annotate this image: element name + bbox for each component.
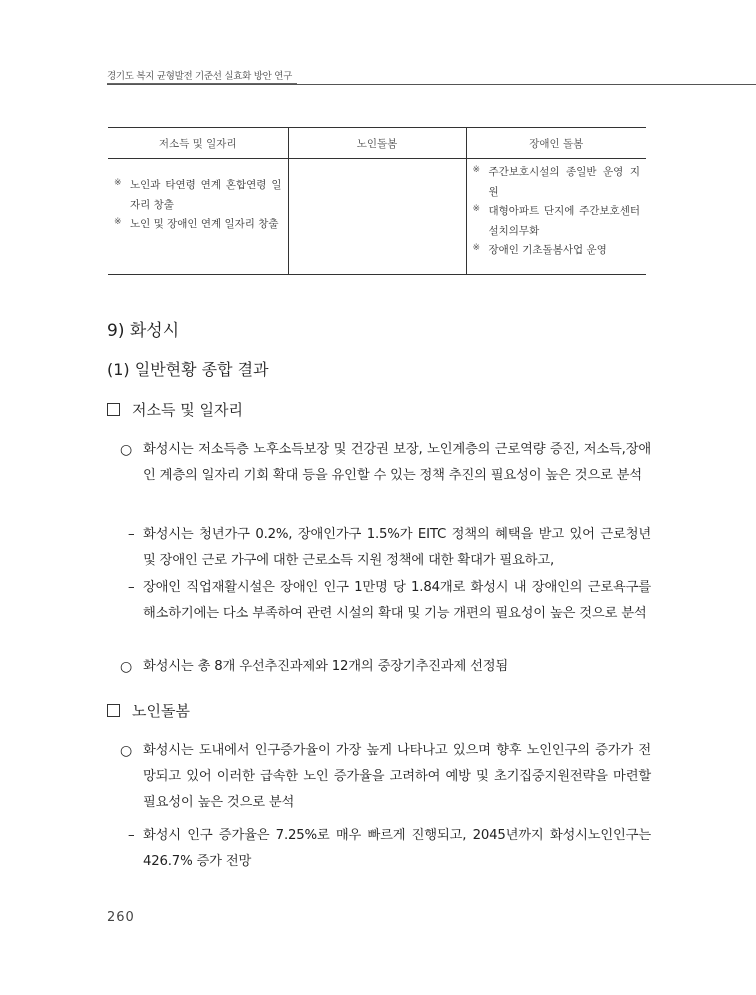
table-header-elderly-care: 노인돌봄 [288, 128, 466, 159]
circle-bullet-icon: ○ [120, 442, 133, 458]
table-cell-low-income [108, 159, 288, 275]
cell-list [473, 163, 641, 261]
dash-bullet-icon: – [128, 828, 135, 843]
note-marker: ※ [472, 204, 481, 214]
running-header: 경기도 복지 균형발전 기준선 실효화 방안 연구 [107, 71, 292, 82]
paragraph-text: 화성시는 청년가구 0.2%, 장애인가구 1.5%가 EITC 정책의 혜택을 받고 있어 근로청년 및 장애인 근로 가구에 대한 근로소득 지원 정책에 대한 확대가 필요하고, [143, 527, 651, 568]
subsection-title: (1) 일반현황 종합 결과 [107, 360, 269, 379]
paragraph-dash [128, 823, 651, 875]
paragraph-text: 화성시 인구 증가율은 7.25%로 매우 빠르게 진행되고, 2045년까지 화성시노인인구는 426.7% 증가 전망 [143, 828, 651, 869]
list-item [114, 176, 282, 215]
block-heading-elderly-care [107, 700, 190, 721]
list-item [473, 241, 641, 261]
note-marker: ※ [472, 165, 481, 175]
table-cell-elderly-care [288, 159, 466, 275]
header-rule [107, 84, 756, 85]
paragraph-dash [128, 575, 651, 627]
block-heading-low-income [107, 399, 243, 420]
cell-list [114, 176, 282, 235]
list-item-text: 장애인 기초돌봄사업 운영 [488, 244, 607, 256]
circle-bullet-icon: ○ [120, 743, 133, 759]
paragraph-circle [118, 654, 651, 680]
section-title: 9) 화성시 [107, 321, 180, 341]
list-item [473, 163, 641, 202]
list-item [473, 202, 641, 241]
list-item-text: 노인과 타연령 연계 혼합연령 일자리 창출 [130, 179, 282, 211]
dash-bullet-icon: – [128, 580, 135, 595]
table-header-disability-care: 장애인 돌봄 [466, 128, 646, 159]
note-marker: ※ [114, 217, 122, 227]
paragraph-text: 화성시는 도내에서 인구증가율이 가장 높게 나타나고 있으며 향후 노인인구의 증가가 전망되고 있어 이러한 급속한 노인 증가율을 고려하여 예방 및 초기집중지원전략을 마련할 필요성이 높은 것으로 분석 [143, 743, 651, 810]
list-item-text: 대형아파트 단지에 주간보호센터 설치의무화 [488, 205, 640, 237]
paragraph-circle [118, 437, 651, 489]
table-cell-disability-care [466, 159, 646, 275]
checkbox-square-icon [107, 704, 120, 717]
block-heading-text: 노인돌봄 [132, 702, 190, 720]
paragraph-dash [128, 522, 651, 574]
table-row [108, 159, 646, 275]
circle-bullet-icon: ○ [120, 659, 133, 675]
paragraph-circle [118, 738, 651, 816]
list-item [114, 215, 282, 235]
paragraph-text: 장애인 직업재활시설은 장애인 인구 1만명 당 1.84개로 화성시 내 장애인의 근로욕구를 해소하기에는 다소 부족하여 관련 시설의 확대 및 기능 개편의 필요성이 높은 것으로 분석 [143, 580, 651, 621]
note-marker: ※ [472, 243, 481, 253]
policy-table [108, 127, 646, 275]
checkbox-square-icon [107, 403, 120, 416]
paragraph-text: 화성시는 총 8개 우선추진과제와 12개의 중장기추진과제 선정됨 [143, 659, 509, 674]
note-marker: ※ [114, 178, 122, 188]
list-item-text: 주간보호시설의 종일반 운영 지원 [488, 166, 640, 198]
dash-bullet-icon: – [128, 527, 135, 542]
table-header-row [108, 128, 646, 159]
block-heading-text: 저소득 및 일자리 [132, 401, 243, 419]
page-number: 260 [107, 910, 135, 925]
paragraph-text: 화성시는 저소득층 노후소득보장 및 건강권 보장, 노인계층의 근로역량 증진, 저소득,장애인 계층의 일자리 기회 확대 등을 유인할 수 있는 정책 추진의 필요성이 높은 것으로 분석 [143, 442, 651, 483]
list-item-text: 노인 및 장애인 연계 일자리 창출 [130, 218, 279, 230]
table-header-low-income: 저소득 및 일자리 [108, 128, 288, 159]
